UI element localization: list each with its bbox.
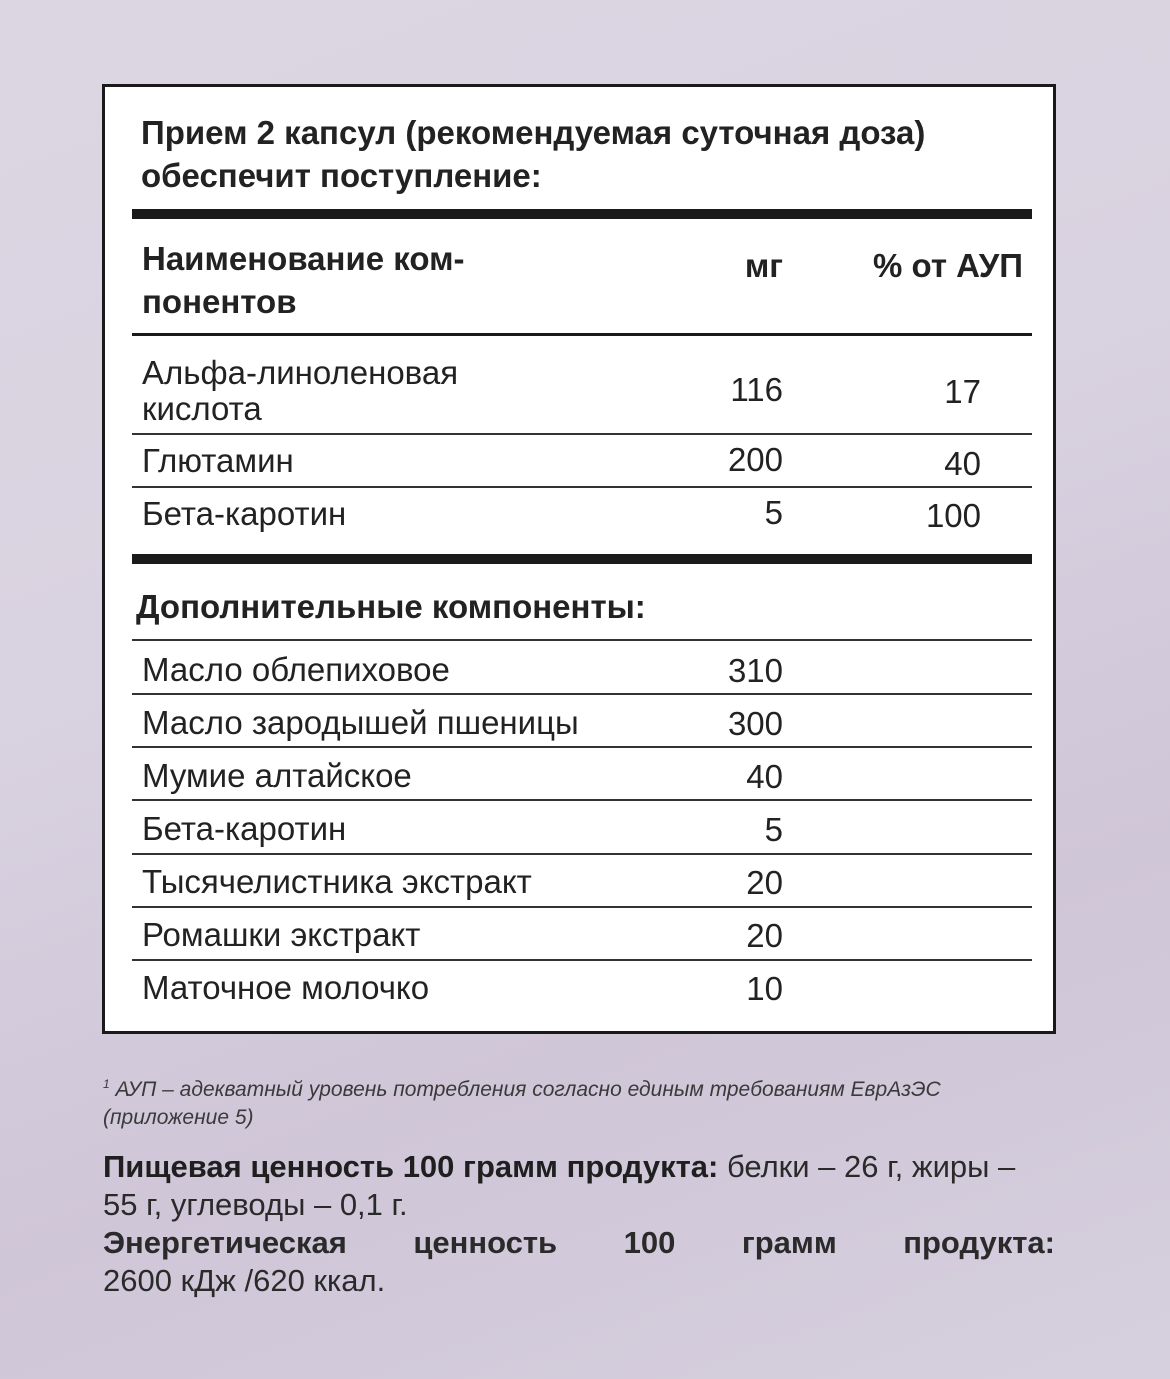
table-row-mg: 5 xyxy=(764,811,783,848)
footnote xyxy=(103,1070,1003,1132)
footnote-text: АУП – адекватный уровень потребления согласно единым требованиям ЕврАзЭС (приложение 5) xyxy=(103,1078,941,1129)
table-row-mg: 5 xyxy=(764,494,783,531)
header-name: Наименование ком- понентов xyxy=(142,240,465,320)
energy-word: продукта: xyxy=(903,1225,1055,1260)
nutrition-info xyxy=(103,1148,1055,1300)
footnote-marker: 1 xyxy=(103,1077,110,1091)
nutrition-line xyxy=(103,1148,1055,1224)
row-divider xyxy=(132,486,1032,488)
row-divider xyxy=(132,433,1032,435)
row-divider xyxy=(132,906,1032,908)
panel-title: Прием 2 капсул (рекомендуемая суточная доза) обеспечит поступление: xyxy=(141,114,926,194)
table-row-name: Альфа-линоленовая кислота xyxy=(142,354,459,427)
row-divider xyxy=(132,746,1032,748)
extra-title: Дополнительные компоненты: xyxy=(136,588,646,625)
nutrition-label: Пищевая ценность 100 грамм продукта: xyxy=(103,1149,719,1184)
table-row-name: Тысячелистника экстракт xyxy=(142,863,532,900)
row-divider xyxy=(132,639,1032,641)
energy-value: 2600 кДж /620 ккал. xyxy=(103,1263,386,1298)
header-divider xyxy=(132,333,1032,336)
table-row-mg: 20 xyxy=(746,917,783,954)
table-row-mg: 10 xyxy=(746,970,783,1007)
thick-divider xyxy=(132,209,1032,219)
header-mg: мг xyxy=(744,247,783,284)
thick-divider xyxy=(132,554,1032,564)
table-row-name: Ромашки экстракт xyxy=(142,916,421,953)
table-row-name: Масло зародышей пшеницы xyxy=(142,704,579,741)
energy-word: 100 xyxy=(623,1225,676,1260)
table-row-name: Бета-каротин xyxy=(142,810,347,847)
energy-word: ценность xyxy=(413,1225,558,1260)
table-row-name: Мумие алтайское xyxy=(142,757,412,794)
row-divider xyxy=(132,853,1032,855)
composition-panel xyxy=(102,84,1056,1034)
energy-word: Энергетическая xyxy=(103,1225,347,1260)
table-row-name: Глютамин xyxy=(142,442,294,479)
row-divider xyxy=(132,799,1032,801)
table-row-mg: 40 xyxy=(746,758,783,795)
table-row-mg: 310 xyxy=(727,652,783,689)
nutrition-value: белки – 26 г, жиры – 55 г, углеводы – 0,1 г. xyxy=(103,1149,1016,1222)
energy-label xyxy=(103,1224,1055,1262)
row-divider xyxy=(132,959,1032,961)
table-row-mg: 200 xyxy=(727,441,783,478)
table-row-pct: 17 xyxy=(944,373,981,410)
table-row-pct: 40 xyxy=(944,445,981,482)
header-pct: % от АУП xyxy=(873,247,1023,284)
table-row-pct: 100 xyxy=(925,497,981,534)
table-row-name: Бета-каротин xyxy=(142,495,347,532)
table-row-mg: 116 xyxy=(730,371,783,408)
table-row-name: Масло облепиховое xyxy=(142,651,450,688)
energy-word: грамм xyxy=(741,1225,837,1260)
table-row-mg: 300 xyxy=(727,705,783,742)
table-row-name: Маточное молочко xyxy=(142,969,430,1006)
row-divider xyxy=(132,693,1032,695)
table-row-mg: 20 xyxy=(746,864,783,901)
